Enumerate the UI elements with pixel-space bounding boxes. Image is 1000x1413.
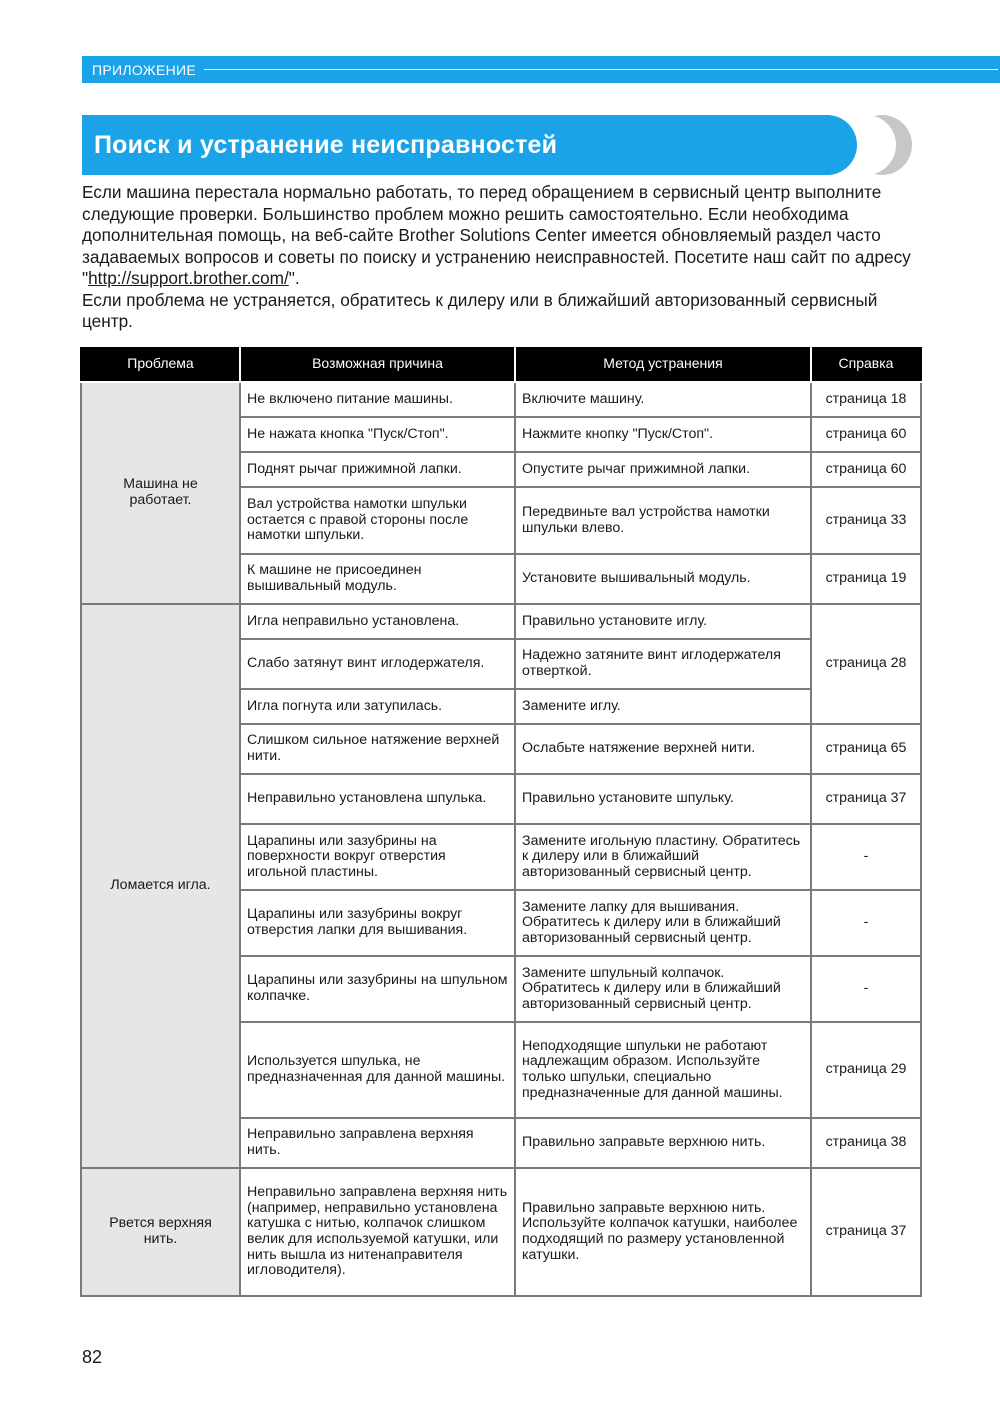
remedy-cell: Надежно затяните винт иглодержателя отверткой.	[515, 639, 811, 689]
reference-cell: страница 65	[811, 724, 921, 774]
table-row	[81, 1168, 921, 1296]
cause-cell: Царапины или зазубрины на поверхности вокруг отверстия игольной пластины.	[240, 824, 515, 890]
page-number: 82	[82, 1347, 103, 1367]
cause-cell: Игла погнута или затупилась.	[240, 689, 515, 724]
reference-cell: страница 38	[811, 1118, 921, 1168]
page-title: Поиск и устранение неисправностей	[94, 130, 558, 159]
section-label: ПРИЛОЖЕНИЕ	[92, 61, 197, 78]
intro-text-end: ".	[288, 268, 300, 288]
reference-cell: страница 37	[811, 1168, 921, 1296]
cause-cell: Неправильно установлена шпулька.	[240, 774, 515, 824]
cause-cell: Вал устройства намотки шпульки остается с правой стороны после намотки шпульки.	[240, 487, 515, 554]
reference-cell: -	[811, 956, 921, 1022]
problem-cell: Ломается игла.	[81, 604, 240, 1168]
remedy-cell: Опустите рычаг прижимной лапки.	[515, 452, 811, 487]
reference-cell: -	[811, 890, 921, 956]
support-link[interactable]: http://support.brother.com/	[88, 268, 289, 288]
header-problem: Проблема	[81, 347, 240, 382]
remedy-cell: Замените шпульный колпачок. Обратитесь к дилеру или в ближайший авторизованный сервисный центр.	[515, 956, 811, 1022]
intro-paragraph-2: Если проблема не устраняется, обратитесь к дилеру или в ближайший авторизованный сервисный центр.	[82, 289, 878, 331]
cause-cell: Не включено питание машины.	[240, 382, 515, 417]
remedy-cell: Правильно заправьте верхнюю нить. Используйте колпачок катушки, наиболее подходящий по размеру установленной катушки.	[515, 1168, 811, 1296]
remedy-cell: Установите вышивальный модуль.	[515, 554, 811, 604]
remedy-cell: Замените игольную пластину. Обратитесь к дилеру или в ближайший авторизованный сервисный центр.	[515, 824, 811, 890]
title-bar	[82, 115, 857, 175]
remedy-cell: Замените лапку для вышивания. Обратитесь к дилеру или в ближайший авторизованный сервисный центр.	[515, 890, 811, 956]
table-row	[81, 382, 921, 417]
cause-cell: Неправильно заправлена верхняя нить.	[240, 1118, 515, 1168]
cause-cell: Царапины или зазубрины на шпульном колпачке.	[240, 956, 515, 1022]
reference-cell: страница 28	[811, 604, 921, 724]
reference-cell: страница 37	[811, 774, 921, 824]
cause-cell: Слабо затянут винт иглодержателя.	[240, 639, 515, 689]
remedy-cell: Ослабьте натяжение верхней нити.	[515, 724, 811, 774]
header-reference: Справка	[811, 347, 921, 382]
remedy-cell: Передвиньте вал устройства намотки шпульки влево.	[515, 487, 811, 554]
cause-cell: Слишком сильное натяжение верхней нити.	[240, 724, 515, 774]
reference-cell: страница 19	[811, 554, 921, 604]
reference-cell: страница 29	[811, 1022, 921, 1118]
problem-cell: Рвется верхняя нить.	[81, 1168, 240, 1296]
title-banner	[82, 115, 914, 175]
reference-cell: страница 18	[811, 382, 921, 417]
reference-cell: страница 33	[811, 487, 921, 554]
intro-text	[82, 182, 922, 333]
intro-text-part: Если машина перестала нормально работать, то перед обращением в сервисный центр выполните следующие проверки. Большинство проблем можно решить самостоятельно. Если необходима дополнительная помощь, на веб-сайте Brother Solutions Center имеется обновляемый раздел часто задаваемых вопросов и советы по поиску и устранению неисправностей. Посетите наш сайт по адресу "	[82, 182, 911, 288]
cause-cell: Неправильно заправлена верхняя нить (например, неправильно установлена катушка с нитью, колпачок слишком велик для используемой катушки, или нить вышла из нитенаправителя игловодителя).	[240, 1168, 515, 1296]
remedy-cell: Включите машину.	[515, 382, 811, 417]
cause-cell: Царапины или зазубрины вокруг отверстия лапки для вышивания.	[240, 890, 515, 956]
remedy-cell: Правильно установите шпульку.	[515, 774, 811, 824]
cause-cell: Поднят рычаг прижимной лапки.	[240, 452, 515, 487]
header-cause: Возможная причина	[240, 347, 515, 382]
reference-cell: страница 60	[811, 452, 921, 487]
remedy-cell: Нажмите кнопку "Пуск/Стоп".	[515, 417, 811, 452]
section-divider-line	[204, 69, 998, 70]
remedy-cell: Замените иглу.	[515, 689, 811, 724]
cause-cell: Игла неправильно установлена.	[240, 604, 515, 639]
reference-cell: страница 60	[811, 417, 921, 452]
remedy-cell: Правильно заправьте верхнюю нить.	[515, 1118, 811, 1168]
remedy-cell: Неподходящие шпульки не работают надлежащим образом. Используйте только шпульки, специально предназначенные для данной машины.	[515, 1022, 811, 1118]
header-remedy: Метод устранения	[515, 347, 811, 382]
intro-paragraph-1	[82, 182, 922, 290]
cause-cell: Используется шпулька, не предназначенная для данной машины.	[240, 1022, 515, 1118]
table-header-row	[81, 347, 921, 382]
cause-cell: Не нажата кнопка "Пуск/Стоп".	[240, 417, 515, 452]
remedy-cell: Правильно установите иглу.	[515, 604, 811, 639]
cause-cell: К машине не присоединен вышивальный модуль.	[240, 554, 515, 604]
troubleshooting-table	[80, 347, 922, 1297]
table-row	[81, 604, 921, 639]
problem-cell: Машина не работает.	[81, 382, 240, 604]
section-header-bar	[82, 56, 1000, 83]
reference-cell: -	[811, 824, 921, 890]
